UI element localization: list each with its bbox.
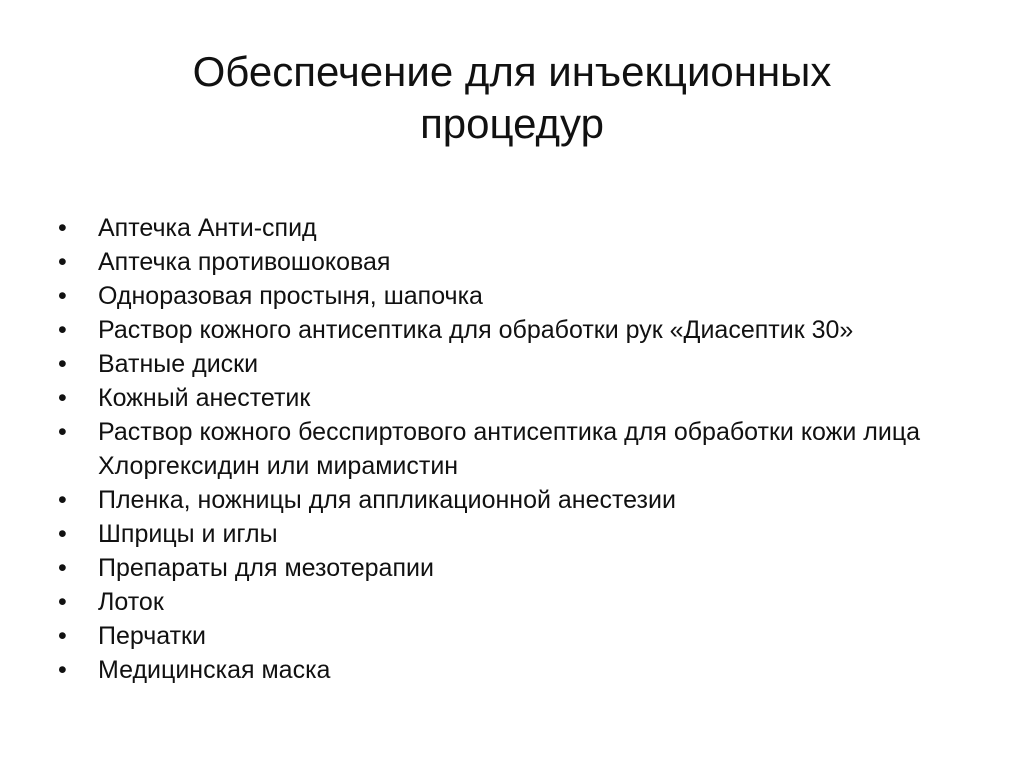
bullet-icon: • xyxy=(58,486,67,514)
bullet-list xyxy=(58,211,978,687)
bullet-item xyxy=(58,619,978,653)
bullet-icon: • xyxy=(58,622,67,650)
bullet-icon: • xyxy=(58,384,67,412)
slide-title-line-2: процедур xyxy=(420,100,604,147)
bullet-icon: • xyxy=(58,656,67,684)
bullet-item xyxy=(58,279,978,313)
bullet-text: Пленка, ножницы для аппликационной анестезии xyxy=(98,486,676,514)
bullet-item xyxy=(58,381,978,415)
bullet-text: Препараты для мезотерапии xyxy=(98,554,434,582)
bullet-icon: • xyxy=(58,554,67,582)
bullet-text: Лоток xyxy=(98,588,164,616)
bullet-text: Раствор кожного бесспиртового антисептика для обработки кожи лица Хлоргексидин или мирамистин xyxy=(98,418,921,480)
bullet-text: Раствор кожного антисептика для обработки рук «Диасептик 30» xyxy=(98,316,854,344)
bullet-text: Аптечка противошоковая xyxy=(98,248,391,276)
bullet-text: Шприцы и иглы xyxy=(98,520,278,548)
bullet-text: Ватные диски xyxy=(98,350,259,378)
bullet-item xyxy=(58,653,978,687)
bullet-icon: • xyxy=(58,316,67,344)
bullet-icon: • xyxy=(58,588,67,616)
bullet-item xyxy=(58,245,978,279)
bullet-icon: • xyxy=(58,282,67,310)
bullet-item xyxy=(58,211,978,245)
bullet-text: Аптечка Анти-спид xyxy=(98,214,317,242)
bullet-item xyxy=(58,585,978,619)
bullet-icon: • xyxy=(58,520,67,548)
bullet-text: Перчатки xyxy=(98,622,206,650)
bullet-text: Медицинская маска xyxy=(98,656,331,684)
bullet-icon: • xyxy=(58,248,67,276)
bullet-text: Одноразовая простыня, шапочка xyxy=(98,282,483,310)
bullet-icon: • xyxy=(58,418,67,446)
bullet-text: Кожный анестетик xyxy=(98,384,311,412)
bullet-item xyxy=(58,347,978,381)
bullet-icon: • xyxy=(58,350,67,378)
bullet-icon: • xyxy=(58,214,67,242)
slide-title-line-1: Обеспечение для инъекционных xyxy=(192,48,832,95)
bullet-item xyxy=(58,483,978,517)
bullet-item xyxy=(58,313,978,347)
bullet-item xyxy=(58,551,978,585)
slide-title xyxy=(60,46,964,150)
bullet-item xyxy=(58,517,978,551)
bullet-item xyxy=(58,415,978,483)
